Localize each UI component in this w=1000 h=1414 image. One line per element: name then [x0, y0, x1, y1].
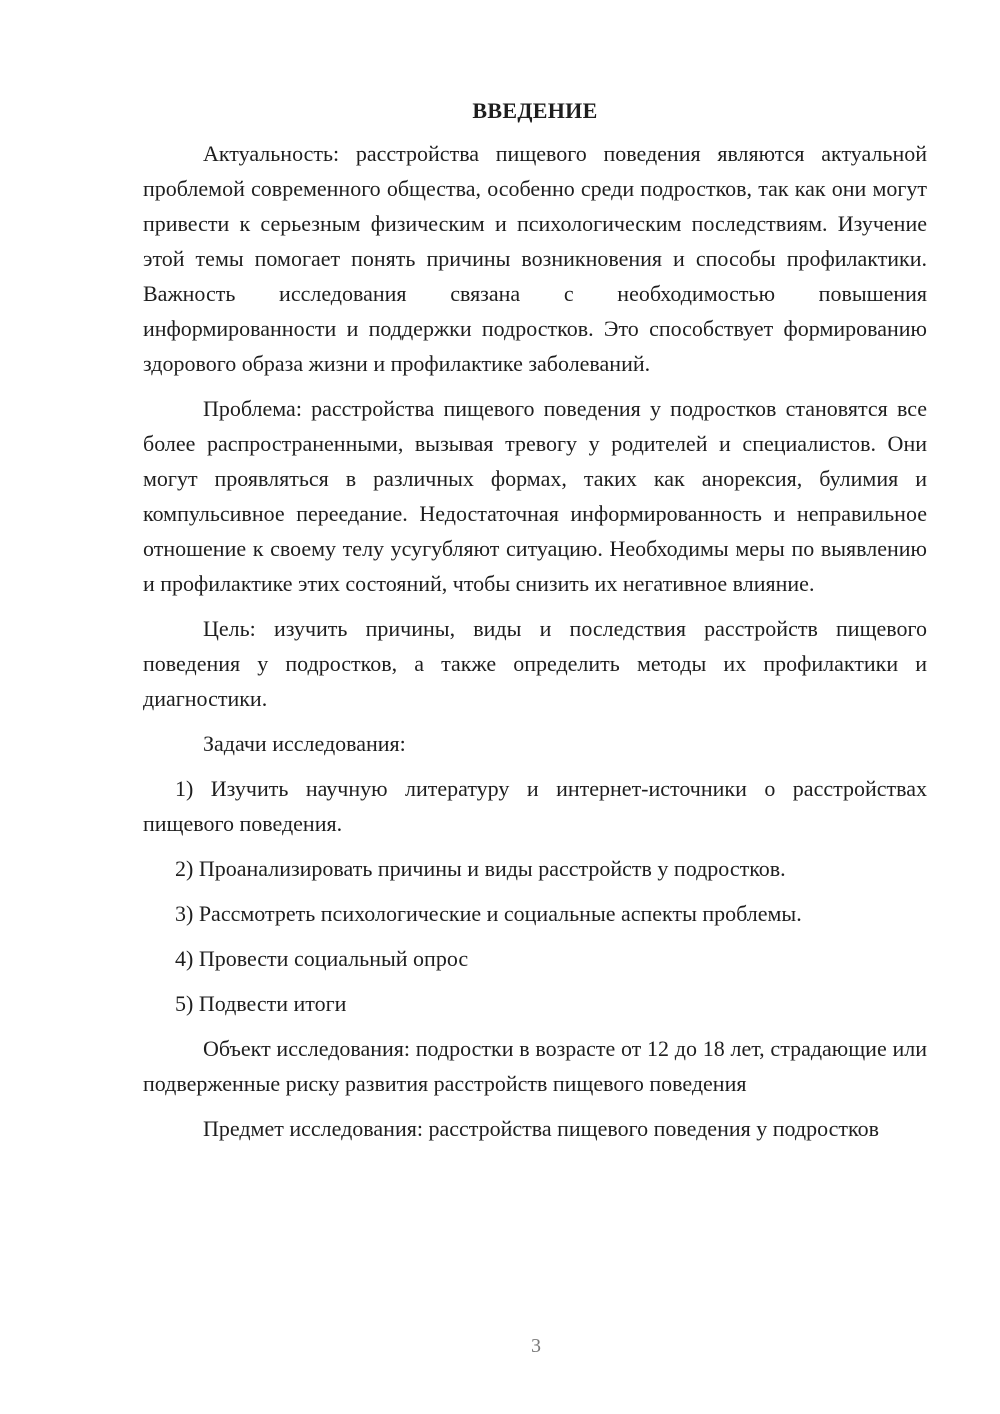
paragraph-problem: Проблема: расстройства пищевого поведения у подростков становятся все более распространенными, вызывая тревогу у родителей и специалистов. Они могут проявляться в различных формах, таких как анорексия, булимия и компульсивное переедание. Недостаточная информированность и неправильное отношение к своему телу усугубляют ситуацию. Необходимы меры по выявлению и профилактике этих состояний, чтобы снизить их негативное влияние. [143, 396, 927, 596]
document-body [143, 96, 927, 1156]
page-title: ВВЕДЕНИЕ [472, 98, 598, 123]
task-item-5: 5) Подвести итоги [175, 991, 347, 1016]
task-item-2: 2) Проанализировать причины и виды расстройств у подростков. [175, 856, 786, 881]
task-item-1: 1) Изучить научную литературу и интернет-источники о расстройствах пищевого поведения. [143, 776, 927, 836]
task-item-3: 3) Рассмотреть психологические и социальные аспекты проблемы. [175, 901, 802, 926]
task-item-4: 4) Провести социальный опрос [175, 946, 469, 971]
paragraph-subject: Предмет исследования: расстройства пищевого поведения у подростков [203, 1116, 879, 1141]
page-number: 3 [531, 1335, 541, 1357]
paragraph-relevance: Актуальность: расстройства пищевого поведения являются актуальной проблемой современного общества, особенно среди подростков, так как они могут привести к серьезным физическим и психологическим последствиям. Изучение этой темы помогает понять причины возникновения и способы профилактики. Важность исследования связана с необходимостью повышения информированности и поддержки подростков. Это способствует формированию здорового образа жизни и профилактике заболеваний. [143, 141, 927, 376]
paragraph-object: Объект исследования: подростки в возрасте от 12 до 18 лет, страдающие или подверженные риску развития расстройств пищевого поведения [143, 1036, 927, 1096]
paragraph-goal: Цель: изучить причины, виды и последствия расстройств пищевого поведения у подростков, а также определить методы их профилактики и диагностики. [143, 616, 927, 711]
tasks-heading: Задачи исследования: [203, 731, 406, 756]
